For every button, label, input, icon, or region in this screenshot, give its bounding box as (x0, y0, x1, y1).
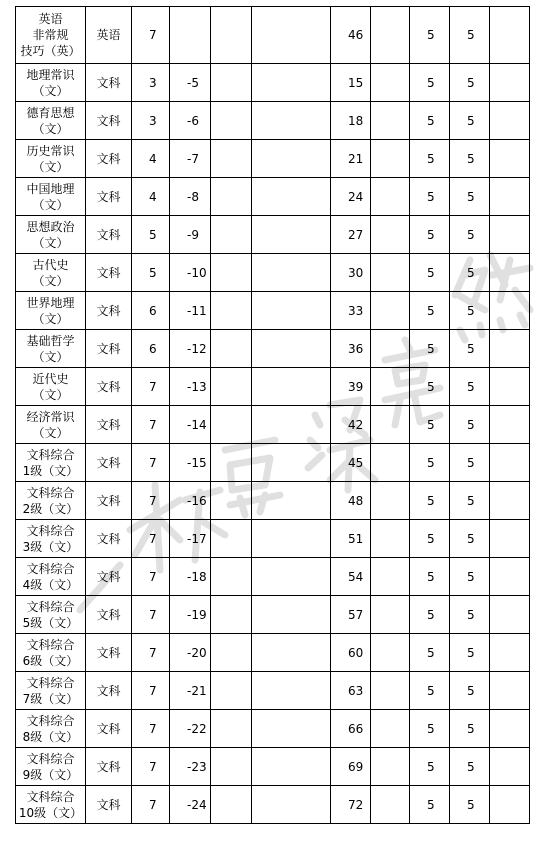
cell-item-name: 文科综合 7级（文） (16, 672, 86, 710)
cell-c5 (211, 444, 252, 482)
cell-c7: 24 (331, 178, 371, 216)
cell-c8 (371, 140, 410, 178)
cell-c11 (490, 634, 530, 672)
cell-subject: 文科 (86, 520, 132, 558)
cell-c5 (211, 254, 252, 292)
cell-c9: 5 (410, 444, 450, 482)
cell-c4: -8 (170, 178, 211, 216)
cell-subject: 文科 (86, 672, 132, 710)
cell-c5 (211, 64, 252, 102)
cell-c3: 5 (132, 254, 170, 292)
cell-c8 (371, 7, 410, 64)
cell-c8 (371, 558, 410, 596)
cell-subject: 文科 (86, 710, 132, 748)
cell-c6 (252, 520, 331, 558)
cell-c6 (252, 634, 331, 672)
cell-c6 (252, 748, 331, 786)
cell-c7: 27 (331, 216, 371, 254)
cell-c5 (211, 672, 252, 710)
cell-c5 (211, 102, 252, 140)
cell-c9: 5 (410, 748, 450, 786)
cell-item-name: 思想政治 （文） (16, 216, 86, 254)
cell-c7: 54 (331, 558, 371, 596)
cell-c7: 51 (331, 520, 371, 558)
cell-item-name: 经济常识 （文） (16, 406, 86, 444)
cell-subject: 文科 (86, 216, 132, 254)
cell-c5 (211, 330, 252, 368)
cell-c6 (252, 330, 331, 368)
cell-c4: -13 (170, 368, 211, 406)
cell-c11 (490, 178, 530, 216)
cell-c6 (252, 558, 331, 596)
cell-c4: -20 (170, 634, 211, 672)
cell-c7: 45 (331, 444, 371, 482)
cell-c9: 5 (410, 140, 450, 178)
cell-c8 (371, 672, 410, 710)
cell-c10: 5 (450, 64, 490, 102)
cell-c3: 7 (132, 368, 170, 406)
table-row (16, 596, 530, 634)
cell-c9: 5 (410, 7, 450, 64)
cell-c5 (211, 368, 252, 406)
cell-c9: 5 (410, 102, 450, 140)
cell-c4: -5 (170, 64, 211, 102)
cell-c8 (371, 520, 410, 558)
table-row (16, 482, 530, 520)
cell-subject: 文科 (86, 178, 132, 216)
cell-c6 (252, 292, 331, 330)
cell-c7: 72 (331, 786, 371, 824)
cell-c3: 7 (132, 520, 170, 558)
cell-c9: 5 (410, 64, 450, 102)
cell-c8 (371, 102, 410, 140)
table-row (16, 102, 530, 140)
cell-c10: 5 (450, 406, 490, 444)
cell-c6 (252, 178, 331, 216)
cell-c4: -21 (170, 672, 211, 710)
cell-c10: 5 (450, 482, 490, 520)
cell-item-name: 文科综合 10级（文） (16, 786, 86, 824)
cell-c3: 7 (132, 406, 170, 444)
cell-c10: 5 (450, 748, 490, 786)
cell-c4: -10 (170, 254, 211, 292)
cell-c4: -23 (170, 748, 211, 786)
cell-c4: -19 (170, 596, 211, 634)
cell-c10: 5 (450, 330, 490, 368)
cell-c11 (490, 482, 530, 520)
cell-c11 (490, 672, 530, 710)
cell-subject: 文科 (86, 482, 132, 520)
cell-c3: 7 (132, 748, 170, 786)
cell-item-name: 文科综合 8级（文） (16, 710, 86, 748)
cell-c4: -16 (170, 482, 211, 520)
table-row (16, 140, 530, 178)
table-row (16, 672, 530, 710)
cell-c11 (490, 406, 530, 444)
cell-c10: 5 (450, 786, 490, 824)
cell-c9: 5 (410, 786, 450, 824)
cell-c8 (371, 748, 410, 786)
cell-c7: 15 (331, 64, 371, 102)
cell-c4: -6 (170, 102, 211, 140)
table-row (16, 216, 530, 254)
table-body (16, 7, 530, 824)
cell-c4: -15 (170, 444, 211, 482)
cell-c5 (211, 786, 252, 824)
cell-c8 (371, 330, 410, 368)
data-table (15, 6, 530, 824)
cell-c6 (252, 482, 331, 520)
cell-subject: 文科 (86, 102, 132, 140)
cell-c3: 5 (132, 216, 170, 254)
cell-c5 (211, 406, 252, 444)
cell-c9: 5 (410, 216, 450, 254)
cell-c9: 5 (410, 292, 450, 330)
cell-c9: 5 (410, 330, 450, 368)
cell-subject: 文科 (86, 330, 132, 368)
cell-c6 (252, 444, 331, 482)
table-row (16, 254, 530, 292)
cell-c5 (211, 710, 252, 748)
cell-c10: 5 (450, 292, 490, 330)
cell-c5 (211, 140, 252, 178)
table-row (16, 748, 530, 786)
cell-c11 (490, 444, 530, 482)
cell-c5 (211, 482, 252, 520)
cell-c6 (252, 102, 331, 140)
cell-item-name: 德育思想 （文） (16, 102, 86, 140)
cell-item-name: 地理常识 （文） (16, 64, 86, 102)
cell-c8 (371, 634, 410, 672)
cell-item-name: 英语 非常规 技巧（英） (16, 7, 86, 64)
table-row (16, 368, 530, 406)
table-row (16, 7, 530, 64)
cell-c3: 7 (132, 710, 170, 748)
cell-c4: -11 (170, 292, 211, 330)
cell-c8 (371, 596, 410, 634)
cell-c4: -22 (170, 710, 211, 748)
cell-c10: 5 (450, 368, 490, 406)
cell-c6 (252, 786, 331, 824)
cell-c10: 5 (450, 672, 490, 710)
cell-c6 (252, 596, 331, 634)
cell-subject: 英语 (86, 7, 132, 64)
cell-c10: 5 (450, 558, 490, 596)
cell-c11 (490, 786, 530, 824)
cell-c9: 5 (410, 520, 450, 558)
cell-c7: 30 (331, 254, 371, 292)
cell-c9: 5 (410, 254, 450, 292)
cell-c11 (490, 748, 530, 786)
cell-item-name: 基础哲学 （文） (16, 330, 86, 368)
cell-c6 (252, 672, 331, 710)
table-row (16, 634, 530, 672)
cell-item-name: 文科综合 3级（文） (16, 520, 86, 558)
cell-c7: 36 (331, 330, 371, 368)
cell-c9: 5 (410, 672, 450, 710)
cell-item-name: 文科综合 4级（文） (16, 558, 86, 596)
cell-c9: 5 (410, 368, 450, 406)
cell-item-name: 中国地理 （文） (16, 178, 86, 216)
cell-c3: 7 (132, 558, 170, 596)
table-row (16, 520, 530, 558)
cell-subject: 文科 (86, 444, 132, 482)
table-row (16, 444, 530, 482)
cell-c5 (211, 520, 252, 558)
cell-c3: 7 (132, 672, 170, 710)
cell-c10: 5 (450, 102, 490, 140)
cell-c10: 5 (450, 7, 490, 64)
cell-subject: 文科 (86, 140, 132, 178)
cell-c6 (252, 216, 331, 254)
cell-c8 (371, 292, 410, 330)
cell-c8 (371, 216, 410, 254)
cell-c9: 5 (410, 710, 450, 748)
cell-c4: -7 (170, 140, 211, 178)
cell-subject: 文科 (86, 558, 132, 596)
cell-c11 (490, 140, 530, 178)
cell-c10: 5 (450, 444, 490, 482)
cell-item-name: 世界地理 （文） (16, 292, 86, 330)
cell-subject: 文科 (86, 748, 132, 786)
cell-c7: 42 (331, 406, 371, 444)
cell-c3: 7 (132, 634, 170, 672)
cell-c10: 5 (450, 140, 490, 178)
table-row (16, 710, 530, 748)
cell-c10: 5 (450, 520, 490, 558)
table-row (16, 786, 530, 824)
cell-c5 (211, 558, 252, 596)
cell-subject: 文科 (86, 64, 132, 102)
cell-c4: -12 (170, 330, 211, 368)
cell-c5 (211, 292, 252, 330)
cell-c8 (371, 710, 410, 748)
cell-c5 (211, 178, 252, 216)
cell-c10: 5 (450, 216, 490, 254)
cell-c9: 5 (410, 482, 450, 520)
cell-c3: 4 (132, 178, 170, 216)
cell-c11 (490, 7, 530, 64)
cell-c3: 7 (132, 7, 170, 64)
table-row (16, 406, 530, 444)
cell-c5 (211, 748, 252, 786)
cell-c11 (490, 292, 530, 330)
cell-subject: 文科 (86, 596, 132, 634)
cell-c10: 5 (450, 254, 490, 292)
cell-c8 (371, 64, 410, 102)
cell-c11 (490, 330, 530, 368)
cell-c10: 5 (450, 178, 490, 216)
cell-c8 (371, 254, 410, 292)
cell-c3: 3 (132, 64, 170, 102)
table-row (16, 558, 530, 596)
cell-c8 (371, 406, 410, 444)
cell-c5 (211, 7, 252, 64)
cell-item-name: 近代史 （文） (16, 368, 86, 406)
cell-c11 (490, 254, 530, 292)
cell-c5 (211, 634, 252, 672)
cell-c7: 21 (331, 140, 371, 178)
cell-subject: 文科 (86, 406, 132, 444)
cell-c6 (252, 7, 331, 64)
cell-c3: 7 (132, 444, 170, 482)
cell-c9: 5 (410, 634, 450, 672)
table-row (16, 64, 530, 102)
cell-subject: 文科 (86, 634, 132, 672)
cell-c6 (252, 140, 331, 178)
cell-c7: 69 (331, 748, 371, 786)
cell-item-name: 文科综合 1级（文） (16, 444, 86, 482)
cell-c3: 4 (132, 140, 170, 178)
cell-c10: 5 (450, 710, 490, 748)
cell-c7: 63 (331, 672, 371, 710)
cell-c5 (211, 596, 252, 634)
cell-c4: -14 (170, 406, 211, 444)
cell-c4: -17 (170, 520, 211, 558)
cell-c11 (490, 216, 530, 254)
cell-c11 (490, 520, 530, 558)
cell-c11 (490, 102, 530, 140)
cell-c7: 33 (331, 292, 371, 330)
cell-c11 (490, 368, 530, 406)
table-row (16, 330, 530, 368)
cell-c11 (490, 64, 530, 102)
cell-c7: 57 (331, 596, 371, 634)
table-row (16, 178, 530, 216)
table-row (16, 292, 530, 330)
cell-c3: 7 (132, 786, 170, 824)
cell-c7: 48 (331, 482, 371, 520)
data-table-container (15, 6, 530, 824)
cell-subject: 文科 (86, 786, 132, 824)
cell-c3: 7 (132, 482, 170, 520)
cell-subject: 文科 (86, 254, 132, 292)
cell-c6 (252, 64, 331, 102)
cell-c6 (252, 254, 331, 292)
cell-c8 (371, 444, 410, 482)
cell-c3: 7 (132, 596, 170, 634)
cell-c7: 18 (331, 102, 371, 140)
cell-c10: 5 (450, 596, 490, 634)
cell-c6 (252, 368, 331, 406)
cell-c7: 46 (331, 7, 371, 64)
cell-c11 (490, 558, 530, 596)
cell-c9: 5 (410, 178, 450, 216)
cell-c9: 5 (410, 596, 450, 634)
cell-c7: 39 (331, 368, 371, 406)
cell-c5 (211, 216, 252, 254)
cell-c10: 5 (450, 634, 490, 672)
cell-item-name: 历史常识 （文） (16, 140, 86, 178)
cell-c8 (371, 786, 410, 824)
cell-item-name: 古代史 （文） (16, 254, 86, 292)
cell-c11 (490, 710, 530, 748)
cell-c6 (252, 406, 331, 444)
cell-c7: 66 (331, 710, 371, 748)
cell-c4: -24 (170, 786, 211, 824)
cell-c3: 3 (132, 102, 170, 140)
cell-c4: -18 (170, 558, 211, 596)
cell-item-name: 文科综合 5级（文） (16, 596, 86, 634)
cell-c4: -9 (170, 216, 211, 254)
cell-subject: 文科 (86, 368, 132, 406)
cell-c3: 6 (132, 330, 170, 368)
cell-c3: 6 (132, 292, 170, 330)
cell-c11 (490, 596, 530, 634)
cell-subject: 文科 (86, 292, 132, 330)
cell-c4 (170, 7, 211, 64)
cell-item-name: 文科综合 9级（文） (16, 748, 86, 786)
cell-c6 (252, 710, 331, 748)
cell-c9: 5 (410, 406, 450, 444)
cell-c9: 5 (410, 558, 450, 596)
cell-c8 (371, 482, 410, 520)
cell-c8 (371, 368, 410, 406)
cell-c7: 60 (331, 634, 371, 672)
cell-item-name: 文科综合 2级（文） (16, 482, 86, 520)
cell-item-name: 文科综合 6级（文） (16, 634, 86, 672)
cell-c8 (371, 178, 410, 216)
